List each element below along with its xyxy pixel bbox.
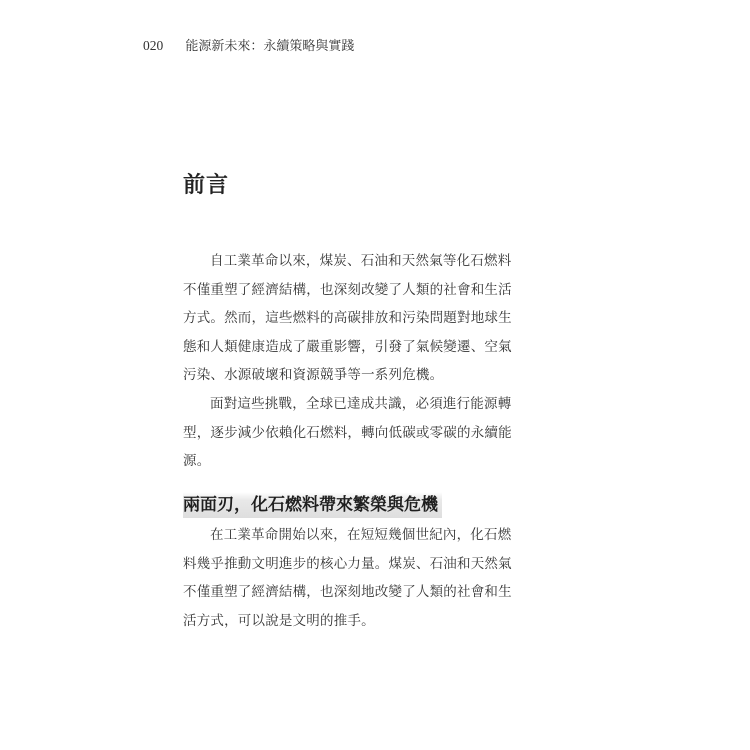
section-paragraph-1-block [183, 521, 547, 635]
intro-paragraph-1-block [183, 247, 547, 390]
chapter-title: 前言 [183, 173, 230, 198]
intro-paragraph-2: 面對這些挑戰，全球已達成共識，必須進行能源轉 型，逐步減少依賴化石燃料，轉向低碳或零碳的永續能 源。 [183, 396, 512, 469]
intro-paragraph-2-block [183, 390, 547, 476]
intro-paragraph-1: 自工業革命以來，煤炭、石油和天然氣等化石燃料 不僅重塑了經濟結構，也深刻改變了人類的社會和生活 方式。然而，這些燃料的高碳排放和污染問題對地球生 態和人類健康造成了嚴重影響，引發了氣候變遷、空氣 污染、水源破壞和資源競爭等一系列危機。 [183, 253, 512, 383]
page-number: 020 [143, 38, 164, 53]
book-title: 能源新未來：永續策略與實踐 [185, 39, 355, 54]
section-paragraph-1: 在工業革命開始以來，在短短幾個世紀內，化石燃 料幾乎推動文明進步的核心力量。煤炭、石油和天然氣 不僅重塑了經濟結構，也深刻地改變了人類的社會和生 活方式，可以說是文明的推手。 [183, 527, 512, 629]
running-header [143, 35, 354, 54]
section-heading: 兩面刃，化石燃料帶來繁榮與危機 [183, 492, 442, 518]
